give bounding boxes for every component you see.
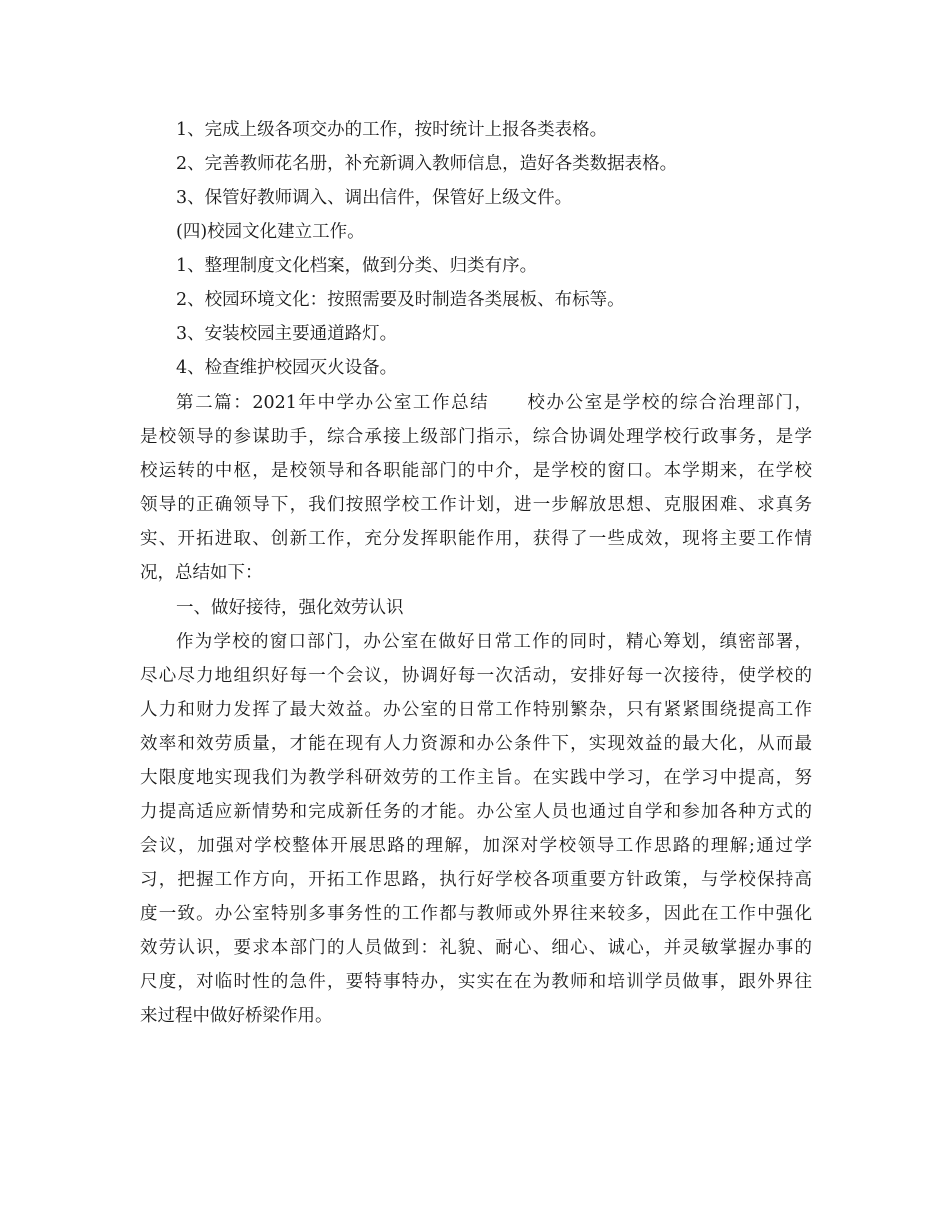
list-item: 1、整理制度文化档案，做到分类、归类有序。 <box>176 256 538 276</box>
paragraph-line: 会议，加强对学校整体开展思路的理解，加深对学校领导工作思路的理解;通过学 <box>140 836 812 856</box>
paragraph-line: 效劳认识，要求本部门的人员做到：礼貌、耐心、细心、诚心，并灵敏掌握办事的 <box>140 938 812 958</box>
list-item: 4、检查维护校园灭火设备。 <box>176 358 398 378</box>
paragraph-line: 尺度，对临时性的急件，要特事特办，实实在在为教师和培训学员做事，跟外界往 <box>140 972 812 992</box>
paragraph-line: 习，把握工作方向，开拓工作思路，执行好学校各项重要方针政策，与学校保持高 <box>140 870 812 890</box>
paragraph-line: 作为学校的窗口部门，办公室在做好日常工作的同时，精心筹划，缜密部署， <box>176 632 812 652</box>
section-heading: 一、做好接待，强化效劳认识 <box>176 598 404 618</box>
paragraph-line: 效率和效劳质量，才能在现有人力资源和办公条件下，实现效益的最大化，从而最 <box>140 734 812 754</box>
paragraph-line: 人力和财力发挥了最大效益。办公室的日常工作特别繁杂，只有紧紧围绕提高工作 <box>140 700 812 720</box>
paragraph-line: 大限度地实现我们为教学科研效劳的工作主旨。在实践中学习，在学习中提高，努 <box>140 768 812 788</box>
list-item: 2、校园环境文化：按照需要及时制造各类展板、布标等。 <box>176 290 625 310</box>
section-heading: (四)校园文化建立工作。 <box>176 222 365 242</box>
paragraph-line: 来过程中做好桥梁作用。 <box>140 1006 333 1026</box>
paragraph-line: 实、开拓进取、创新工作，充分发挥职能作用，获得了一些成效，现将主要工作情 <box>140 529 812 549</box>
paragraph-line: 是校领导的参谋助手，综合承接上级部门指示，综合协调处理学校行政事务，是学 <box>140 427 812 447</box>
list-item: 2、完善教师花名册，补充新调入教师信息，造好各类数据表格。 <box>176 154 678 174</box>
paragraph-line: 尽心尽力地组织好每一个会议，协调好每一次活动，安排好每一次接待，使学校的 <box>140 666 812 686</box>
list-item: 3、保管好教师调入、调出信件，保管好上级文件。 <box>176 188 573 208</box>
paragraph-line: 况，总结如下： <box>140 563 263 583</box>
paragraph-line: 第二篇：2021年中学办公室工作总结 校办公室是学校的综合治理部门， <box>176 393 812 413</box>
paragraph-line: 度一致。办公室特别多事务性的工作都与教师或外界往来较多，因此在工作中强化 <box>140 904 812 924</box>
list-item: 3、安装校园主要通道路灯。 <box>176 324 398 344</box>
paragraph-line: 领导的正确领导下，我们按照学校工作计划，进一步解放思想、克服困难、求真务 <box>140 495 812 515</box>
paragraph-line: 力提高适应新情势和完成新任务的才能。办公室人员也通过自学和参加各种方式的 <box>140 802 812 822</box>
list-item: 1、完成上级各项交办的工作，按时统计上报各类表格。 <box>176 120 608 140</box>
paragraph-line: 校运转的中枢，是校领导和各职能部门的中介，是学校的窗口。本学期来，在学校 <box>140 461 812 481</box>
